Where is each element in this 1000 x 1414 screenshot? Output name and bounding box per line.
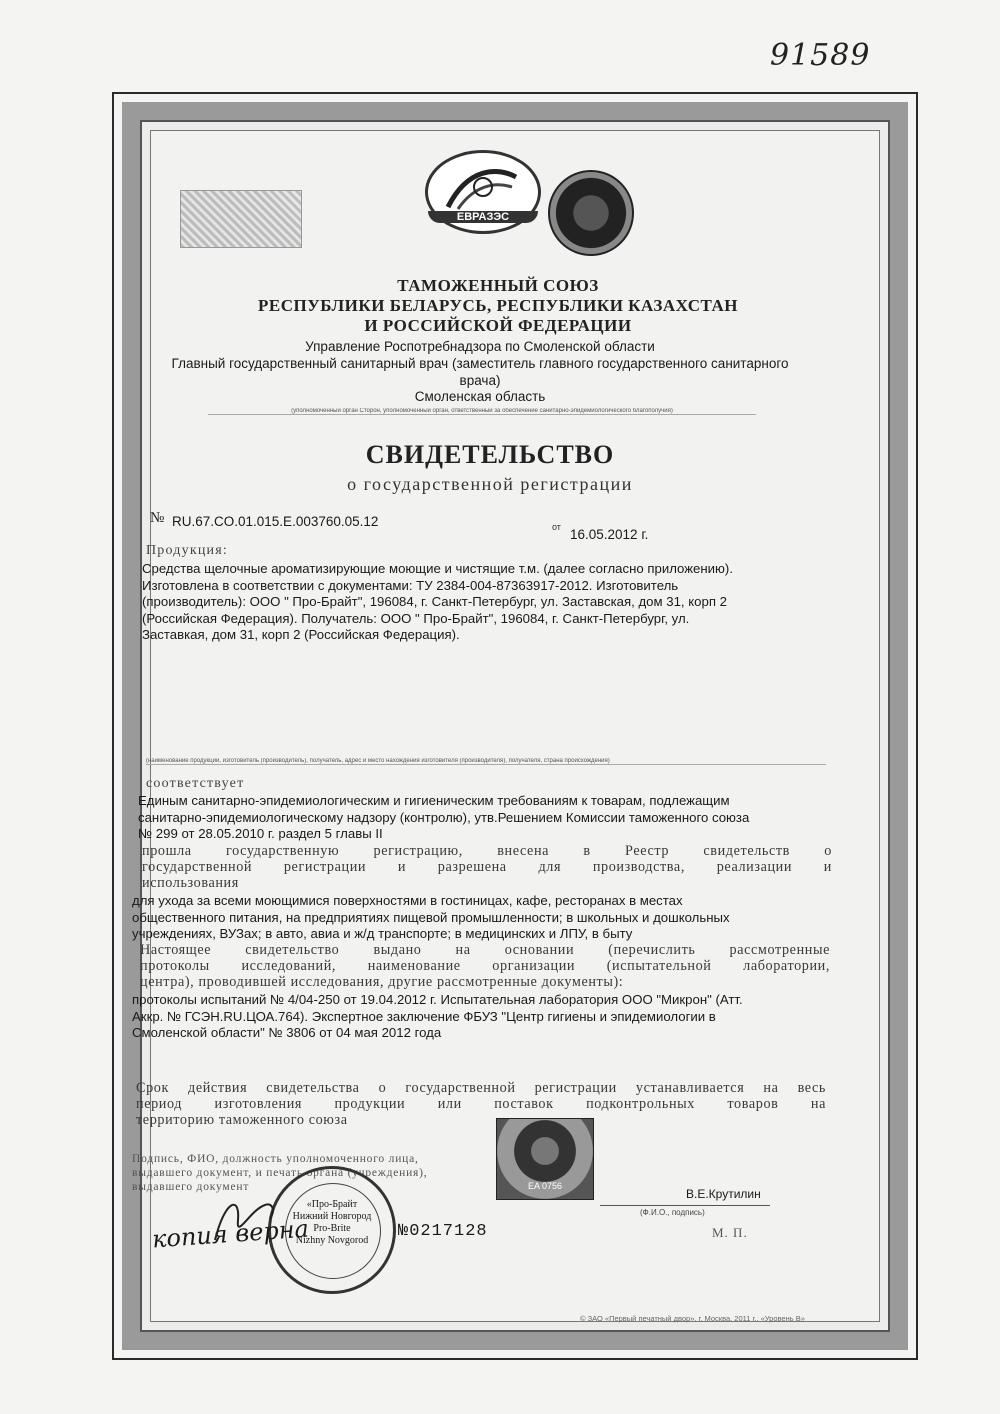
header-line-2: РЕСПУБЛИКИ БЕЛАРУСЬ, РЕСПУБЛИКИ КАЗАХСТАН: [258, 296, 738, 315]
validity-line: территорию таможенного союза: [136, 1112, 348, 1128]
conforms-line: Единым санитарно-эпидемиологическим и гигиеническим требованиям к товарам, подлежащим: [138, 793, 730, 808]
emblem-text: ЕВРАЗЭС: [428, 211, 538, 223]
validity-line: Срок действия свидетельства о государственной регистрации устанавливается на весь: [136, 1080, 826, 1096]
signature-caption: [132, 1152, 427, 1194]
hologram-sticker: [496, 1118, 594, 1200]
stamp-line: Nizhny Novgorod: [295, 1235, 369, 1246]
basis-line: центра), проводившей исследования, другие рассмотренные документы):: [140, 974, 624, 990]
product-line: (производитель): ООО " Про-Брайт", 196084, г. Санкт-Петербург, ул. Заставская, дом 31, корп 2: [142, 594, 727, 609]
signature-caption-line: Подпись, ФИО, должность уполномоченного лица,: [132, 1153, 419, 1165]
product-line: (Российская Федерация). Получатель: ООО " Про-Брайт", 196084, г. Санкт-Петербург, ул.: [142, 610, 690, 626]
usage-line: общественного питания, на предприятиях пищевой промышленности; в школьных и дошкольных: [132, 909, 730, 925]
product-line: Заставкая, дом 31, корп 2 (Российская Федерация).: [142, 627, 460, 642]
basis-line: протоколы исследований, наименование организации (испытательной лаборатории,: [140, 958, 830, 974]
document-title: СВИДЕТЕЛЬСТВО: [365, 440, 615, 469]
product-text: [142, 561, 822, 644]
protocols-text: [132, 992, 832, 1042]
header-line-1: ТАМОЖЕННЫЙ СОЮЗ: [397, 276, 599, 295]
signer-line: [600, 1205, 770, 1206]
usage-text: [132, 893, 832, 943]
authority-caption: (уполномоченный орган Сторон, уполномоченный орган, ответственный за обеспечение санитарно-эпидемиологического благополучия): [208, 408, 756, 415]
authority-line-3: врача): [459, 373, 501, 388]
validity-text: [136, 1080, 826, 1128]
security-pattern: [180, 190, 302, 248]
basis-text: [140, 942, 830, 990]
stamp-line: «Про-Брайт: [306, 1199, 358, 1210]
product-line: Изготовлена в соответствии с документами: ТУ 2384-004-87363917-2012. Изготовитель: [142, 577, 679, 593]
stamp-line: Pro-Brite: [313, 1223, 351, 1234]
authority-line-1: Управление Роспотребнадзора по Смоленской области: [305, 339, 655, 354]
signature-caption-line: выдавшего документ: [132, 1181, 250, 1193]
signature-icon: [210, 1190, 280, 1250]
basis-line: Настоящее свидетельство выдано на основании (перечислить рассмотренные: [140, 942, 830, 958]
emblem-swoosh-icon: [428, 157, 538, 217]
product-line: Средства щелочные ароматизирующие моющие и чистящие т.м. (далее согласно приложению).: [142, 561, 733, 576]
certificate-number: RU.67.CO.01.015.E.003760.05.12: [172, 514, 379, 529]
registration-line: использования: [142, 875, 239, 891]
signer-caption: (Ф.И.О., подпись): [640, 1208, 705, 1217]
signer-name: В.Е.Крутилин: [686, 1187, 761, 1201]
header-line-3: И РОССИЙСКОЙ ФЕДЕРАЦИИ: [364, 316, 632, 335]
signature-caption-line: выдавшего документ, и печать органа (учреждения),: [132, 1167, 428, 1179]
authority-line-4: Смоленская область: [414, 389, 546, 404]
copy-note: копия верна: [151, 1214, 310, 1254]
product-label: Продукция:: [146, 543, 228, 558]
product-caption: (наименование продукции, изготовитель (производитель), получатель, адрес и место нахождения изготовителя (производителя), получателя, страна происхождения): [146, 758, 826, 765]
registration-text: [142, 843, 832, 891]
handwritten-number: 91589: [770, 38, 871, 73]
validity-line: период изготовления продукции или поставок подконтрольных товаров на: [136, 1096, 826, 1112]
protocols-line: протоколы испытаний № 4/04-250 от 19.04.2012 г. Испытательная лаборатория ООО "Микрон" (Атт.: [132, 992, 743, 1007]
hologram-code: EA 0756: [527, 1181, 563, 1191]
authority-line-2: Главный государственный санитарный врач (заместитель главного государственного санитарного: [171, 356, 789, 371]
usage-line: для ухода за всеми моющимися поверхностями в гостиницах, кафе, ресторанах в местах: [132, 893, 683, 908]
mp-label: М. П.: [712, 1225, 748, 1240]
document-subtitle: о государственной регистрации: [347, 474, 633, 494]
certificate-date: 16.05.2012 г.: [570, 527, 649, 542]
printer-note: © ЗАО «Первый печатный двор», г. Москва, 2011 г., «Уровень В»: [580, 1314, 805, 1323]
conforms-label: соответствует: [146, 776, 245, 791]
conforms-line: санитарно-эпидемиологическому надзору (контролю), утв.Решением Комиссии таможенного союза: [138, 809, 750, 825]
evrazes-emblem: [425, 150, 541, 234]
registration-line: государственной регистрации и разрешена для производства, реализации и: [142, 859, 832, 875]
conforms-text: [138, 793, 828, 843]
conforms-line: № 299 от 28.05.2010 г. раздел 5 главы II: [138, 826, 383, 841]
date-label: от: [552, 522, 561, 532]
hologram-seal: [548, 170, 634, 256]
number-label: №: [150, 510, 165, 526]
usage-line: учреждениях, ВУЗах; в авто, авиа и ж/д транспорте; в медицинских и ЛПУ, в быту: [132, 926, 633, 941]
protocols-line: Смоленской области" № 3806 от 04 мая 2012 года: [132, 1025, 442, 1040]
registration-line: прошла государственную регистрацию, внесена в Реестр свидетельств о: [142, 843, 832, 859]
protocols-line: Аккр. № ГСЭН.RU.ЦОА.764). Экспертное заключение ФБУЗ "Центр гигиены и эпидемиологии в: [132, 1008, 716, 1024]
stamp-line: Нижний Новгород: [292, 1211, 372, 1222]
serial-number: №0217128: [398, 1222, 488, 1241]
